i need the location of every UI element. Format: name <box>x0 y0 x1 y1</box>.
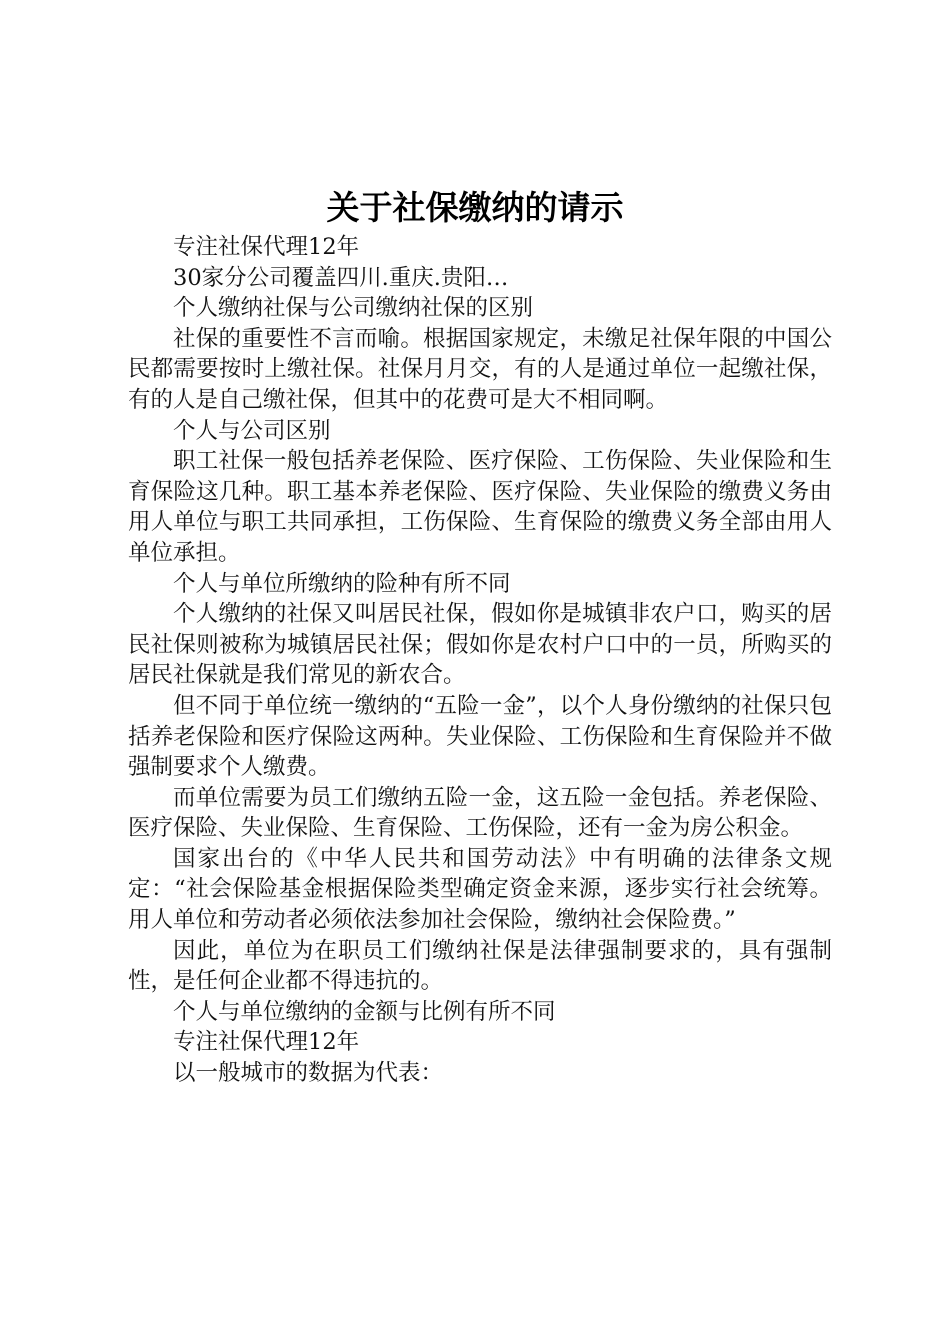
paragraph-branches: 30家分公司覆盖四川.重庆.贵阳… <box>173 264 509 291</box>
paragraph-heading-amount: 个人与单位缴纳的金额与比例有所不同 <box>173 998 556 1025</box>
document-title: 关于社保缴纳的请示 <box>326 188 624 227</box>
paragraph-resident-insurance: 个人缴纳的社保又叫居民社保，假如你是城镇非农户口，购买的居民社保则被称为城镇居民社保；假如你是农村户口中的一员，所购买的居民社保就是我们常见的新农合。 <box>128 601 832 689</box>
paragraph-labor-law: 国家出台的《中华人民共和国劳动法》中有明确的法律条文规定：“社会保险基金根据保险类型确定资金来源，逐步实行社会统筹。用人单位和劳动者必须依法参加社会保险，缴纳社会保险费。” <box>128 845 832 934</box>
paragraph-mandatory: 因此，单位为在职员工们缴纳社保是法律强制要求的，具有强制性，是任何企业都不得违抗的。 <box>128 937 832 995</box>
paragraph-city-data: 以一般城市的数据为代表： <box>173 1060 444 1087</box>
paragraph-heading-insurance-types: 个人与单位所缴纳的险种有所不同 <box>173 570 511 597</box>
document-body <box>128 232 832 1089</box>
paragraph-importance: 社保的重要性不言而喻。根据国家规定，未缴足社保年限的中国公民都需要按时上缴社保。社保月月交，有的人是通过单位一起缴社保，有的人是自己缴社保，但其中的花费可是大不相同啊。 <box>128 325 832 413</box>
paragraph-company-five-one: 而单位需要为员工们缴纳五险一金，这五险一金包括。养老保险、医疗保险、失业保险、生育保险、工伤保险，还有一金为房公积金。 <box>128 784 832 842</box>
paragraph-individual-scope: 但不同于单位统一缴纳的“五险一金”，以个人身份缴纳的社保只包括养老保险和医疗保险这两种。失业保险、工伤保险和生育保险并不做强制要求个人缴费。 <box>128 692 832 781</box>
paragraph-heading-difference: 个人缴纳社保与公司缴纳社保的区别 <box>173 295 534 322</box>
paragraph-tagline-repeat: 专注社保代理12年 <box>173 1029 360 1056</box>
paragraph-employee-insurance: 职工社保一般包括养老保险、医疗保险、工伤保险、失业保险和生育保险这几种。职工基本养老保险、医疗保险、失业保险的缴费义务由用人单位与职工共同承担，工伤保险、生育保险的缴费义务全部由用人单位承担。 <box>128 448 832 566</box>
paragraph-tagline: 专注社保代理12年 <box>173 234 360 260</box>
paragraph-heading-personal-company: 个人与公司区别 <box>173 417 331 444</box>
